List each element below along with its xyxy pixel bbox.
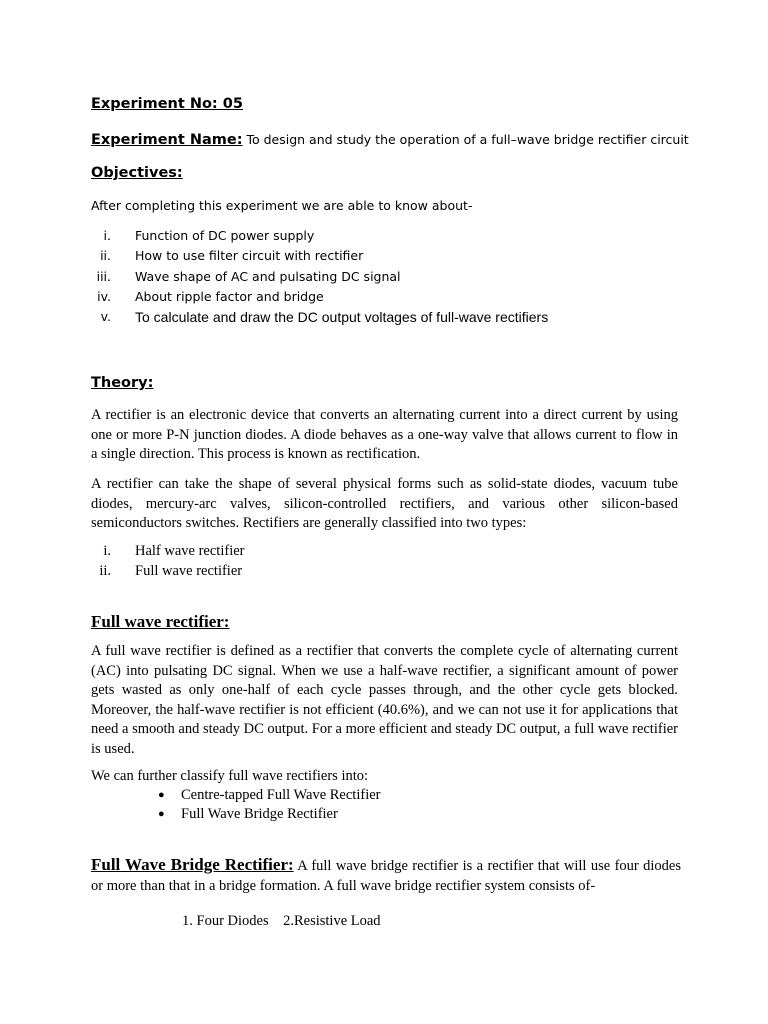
list-item [91, 287, 691, 307]
list-item [91, 267, 691, 287]
list-item-text: About ripple factor and bridge [135, 288, 324, 304]
list-item-text: Centre-tapped Full Wave Rectifier [181, 787, 381, 803]
list-item-number: ii. [100, 248, 111, 264]
list-item [158, 786, 381, 805]
objectives-intro: After completing this experiment we are able to know about- [91, 198, 473, 213]
classify-intro: We can further classify full wave rectifiers into: [91, 768, 369, 784]
list-item-text: Half wave rectifier [135, 543, 245, 559]
list-item [158, 805, 380, 824]
list-item [91, 541, 691, 561]
experiment-number: Experiment No: 05 [91, 96, 243, 112]
bridge-paragraph [91, 855, 681, 896]
list-item-number: i. [103, 228, 111, 243]
list-item-number: ii. [99, 563, 111, 580]
list-item-number: iv. [97, 288, 111, 304]
experiment-name-value: To design and study the operation of a full–wave bridge rectifier circuit [242, 132, 689, 147]
theory-heading: Theory: [91, 375, 154, 391]
list-item-text: Wave shape of AC and pulsating DC signal [135, 268, 401, 284]
bridge-text: A full wave bridge rectifier is a rectifier that will use four diodes or more than that in a bridge formation. A full wave bridge rectifier system consists of- [91, 858, 681, 894]
list-item [91, 246, 691, 266]
list-item-text: How to use filter circuit with rectifier [135, 248, 364, 264]
rectifier-types-list [91, 541, 691, 582]
bullet-icon: ● [158, 789, 165, 801]
list-item-number: iii. [96, 268, 111, 284]
bullet-icon: ● [158, 807, 165, 820]
list-item-text: Full wave rectifier [135, 563, 243, 580]
list-item-text: Full Wave Bridge Rectifier [181, 805, 338, 822]
bridge-heading: Full Wave Bridge Rectifier: [91, 855, 294, 874]
list-item [91, 226, 691, 246]
theory-paragraph-1: A rectifier is an electronic device that converts an alternating current into a direct current by using one or more P-N junction diodes. A diode behaves as a one-way valve that allows current to flow in a single direction. This process is known as rectification. [91, 407, 678, 462]
full-wave-heading: Full wave rectifier: [91, 612, 230, 631]
full-wave-paragraph: A full wave rectifier is defined as a rectifier that converts the complete cycle of alternating current (AC) into pulsating DC signal. When we use a half-wave rectifier, a significant amount of power gets wasted as only one-half of each cycle passes through, and the other cycle gets blocked. Moreover, the half-wave rectifier is not efficient (40.6%), and we can not use it for applications that need a smooth and steady DC output. For a more efficient and steady DC output, a full wave rectifier is used. [91, 643, 678, 757]
experiment-name-line [91, 131, 689, 149]
list-item [91, 307, 691, 327]
theory-paragraph-2: A rectifier can take the shape of several physical forms such as solid-state diodes, vacuum tube diodes, mercury-arc valves, silicon-controlled rectifiers, and various other silicon-based semiconductors switches. Rectifiers are generally classified into two types: [91, 476, 678, 531]
list-item-text: To calculate and draw the DC output voltages of full-wave rectifiers [135, 309, 549, 326]
objectives-list [91, 226, 691, 327]
list-item-number: i. [103, 543, 111, 559]
experiment-name-label: Experiment Name: [91, 132, 243, 148]
list-item-text: Function of DC power supply [135, 228, 315, 243]
objectives-heading: Objectives: [91, 165, 183, 181]
list-item-number: v. [100, 309, 111, 325]
full-wave-types-list [158, 786, 381, 823]
bridge-components: 1. Four Diodes 2.Resistive Load [182, 913, 381, 929]
list-item [91, 561, 691, 581]
